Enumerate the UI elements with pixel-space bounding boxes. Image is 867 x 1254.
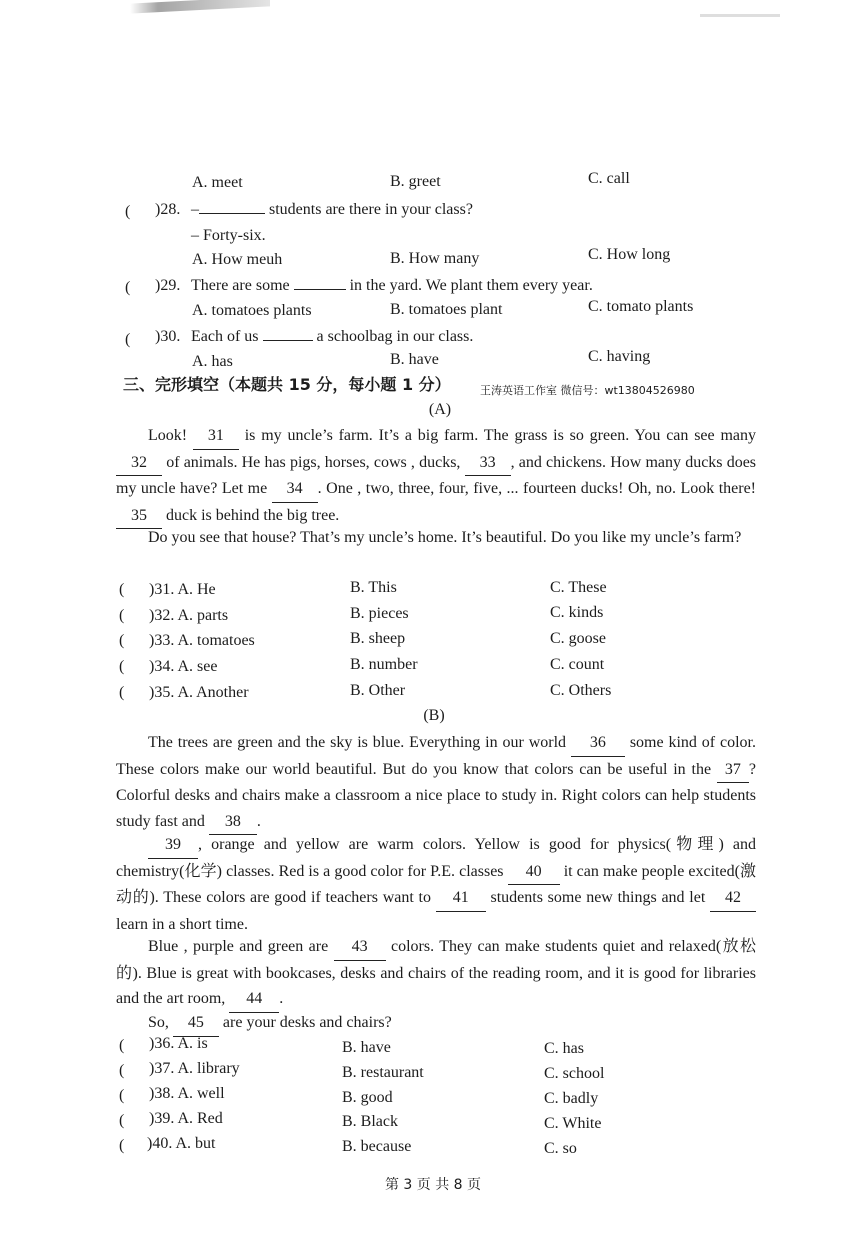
option-b: B. Other: [350, 682, 406, 699]
blank-33: 33: [465, 450, 511, 477]
question-stem: [191, 276, 593, 296]
blank-45: 45: [173, 1010, 219, 1037]
option-a: A. meet: [192, 174, 243, 191]
option-b: B. pieces: [350, 605, 409, 622]
question-stem: [191, 200, 473, 220]
stem-text: students are there in your class?: [269, 201, 473, 218]
stem-text: in the yard. We plant them every year.: [349, 277, 593, 294]
option-c: C. kinds: [550, 604, 604, 621]
option-c: C. White: [544, 1115, 602, 1132]
stem-text: –: [191, 201, 199, 218]
passage-text: some kind of color. These colors make our world beautiful. But do you know that colors can be useful in the: [116, 734, 757, 778]
option-a: )34. A. see: [149, 658, 218, 675]
passage-text: of animals. He has pigs, horses, cows , ducks,: [166, 453, 461, 471]
option-a: )38. A. well: [149, 1085, 225, 1102]
option-a: )40. A. but: [147, 1135, 216, 1152]
option-b: B. How many: [390, 250, 480, 267]
answer-paren: (: [119, 658, 125, 675]
dialog-answer: – Forty-six.: [191, 227, 266, 244]
answer-blank: [294, 289, 346, 290]
option-c: C. has: [544, 1040, 584, 1057]
answer-paren: (: [125, 331, 131, 348]
option-a: )35. A. Another: [149, 684, 249, 701]
question-stem: [191, 327, 473, 347]
passage-text: Do you see that house? That’s my uncle’s home. It’s beautiful. Do you like my uncle’s farm?: [148, 529, 742, 546]
passage-text: Blue , purple and green are: [148, 938, 329, 955]
answer-paren: (: [119, 1137, 125, 1154]
blank-40: 40: [508, 859, 560, 886]
blank-41: 41: [436, 885, 486, 912]
passage-label: (A): [428, 401, 452, 418]
option-c: C. badly: [544, 1090, 599, 1107]
answer-paren: (: [119, 1062, 125, 1079]
passage-text: , and chickens. How many ducks does my uncle have? Let me: [116, 453, 757, 497]
blank-38: 38: [209, 809, 257, 836]
option-a: )31. A. He: [149, 581, 216, 598]
answer-blank: [263, 340, 313, 341]
answer-paren: (: [125, 203, 131, 220]
option-c: C. call: [588, 170, 630, 187]
option-b: B. sheep: [350, 630, 406, 647]
scan-artifact: [130, 0, 270, 14]
section-heading: 三、完形填空（本题共 15 分，每小题 1 分）: [123, 375, 451, 394]
option-b: B. restaurant: [342, 1064, 424, 1081]
passage-a-paragraph-1: [116, 423, 756, 529]
answer-paren: (: [119, 684, 125, 701]
option-c: C. so: [544, 1140, 577, 1157]
option-a: A. How meuh: [192, 251, 283, 268]
option-b: B. have: [342, 1039, 391, 1056]
passage-text: duck is behind the big tree.: [166, 506, 340, 524]
option-b: B. greet: [390, 173, 441, 190]
blank-32: 32: [116, 450, 162, 477]
blank-35: 35: [116, 503, 162, 530]
passage-text: . One , two, three, four, five, ... fourteen ducks! Oh, no. Look there!: [317, 480, 757, 497]
passage-text: .: [279, 990, 284, 1007]
passage-text: is my uncle’s farm. It’s a big farm. The grass is so green. You can see many: [244, 427, 756, 444]
option-c: C. How long: [588, 246, 671, 263]
option-b: B. have: [390, 351, 439, 368]
passage-b-paragraph-2: [116, 832, 756, 937]
question-number: )30.: [155, 328, 181, 345]
option-b: B. tomatoes plant: [390, 301, 503, 318]
passage-b-paragraph-4: [116, 1010, 756, 1037]
answer-blank: [199, 213, 265, 214]
option-b: B. because: [342, 1138, 412, 1155]
passage-b-paragraph-3: [116, 934, 756, 1013]
question-number: )29.: [155, 277, 181, 294]
passage-text: , orange and yellow are warm colors. Yellow is good for physics(物理) and chemistry(化学) classes. Red is a good color for P.E. classes: [116, 836, 756, 880]
option-c: C. school: [544, 1065, 605, 1082]
option-a: )36. A. is: [149, 1035, 208, 1052]
option-a: )37. A. library: [149, 1060, 240, 1077]
option-c: C. count: [550, 656, 605, 673]
option-b: B. This: [350, 579, 397, 596]
stem-text: There are some: [191, 277, 290, 294]
option-c: C. goose: [550, 630, 606, 647]
passage-text: .: [256, 812, 261, 830]
blank-39: 39: [148, 832, 198, 859]
option-a: A. tomatoes plants: [192, 302, 312, 319]
option-c: C. having: [588, 348, 651, 365]
passage-text: ? Colorful desks and chairs make a classroom a nice place to study in. Right colors can help students study fast and: [116, 760, 757, 830]
option-c: C. tomato plants: [588, 298, 694, 315]
studio-watermark: 王涛英语工作室 微信号：wt13804526980: [480, 384, 695, 397]
passage-text: learn in a short time.: [116, 915, 248, 933]
scan-artifact: [700, 14, 780, 17]
answer-paren: (: [119, 607, 125, 624]
passage-b-paragraph-1: [116, 730, 756, 835]
option-a: A. has: [192, 353, 233, 370]
passage-text: colors. They can make students quiet and relaxed(放松的). Blue is great with bookcases, desks and chairs of the reading room, and it is good for libraries and the art room,: [116, 938, 757, 1007]
question-number: )28.: [155, 201, 181, 218]
option-a: )32. A. parts: [149, 607, 229, 624]
blank-31: 31: [193, 423, 239, 450]
blank-42: 42: [710, 885, 756, 912]
passage-label: (B): [423, 707, 445, 724]
stem-text: Each of us: [191, 328, 259, 345]
option-a: )39. A. Red: [149, 1110, 223, 1127]
passage-text: it can make people excited(激动的). These colors are good if teachers want to: [116, 862, 756, 906]
option-a: )33. A. tomatoes: [149, 632, 255, 649]
passage-text: The trees are green and the sky is blue. Everything in our world: [148, 734, 567, 751]
option-c: C. Others: [550, 682, 612, 699]
option-c: C. These: [550, 579, 607, 596]
stem-text: a schoolbag in our class.: [316, 328, 474, 345]
answer-paren: (: [119, 1087, 125, 1104]
blank-44: 44: [229, 986, 279, 1013]
option-b: B. Black: [342, 1113, 398, 1130]
option-b: B. good: [342, 1089, 393, 1106]
option-b: B. number: [350, 656, 418, 673]
blank-36: 36: [571, 730, 625, 757]
blank-43: 43: [334, 934, 386, 961]
answer-paren: (: [119, 1037, 125, 1054]
passage-text: So,: [148, 1014, 169, 1031]
answer-paren: (: [125, 279, 131, 296]
passage-a-paragraph-2: [116, 525, 756, 551]
answer-paren: (: [119, 581, 125, 598]
blank-37: 37: [717, 757, 749, 784]
passage-text: Look!: [148, 427, 188, 444]
passage-text: are your desks and chairs?: [222, 1014, 392, 1031]
answer-paren: (: [119, 632, 125, 649]
answer-paren: (: [119, 1112, 125, 1129]
page-number: 第 3 页 共 8 页: [384, 1177, 482, 1193]
blank-34: 34: [272, 476, 318, 503]
passage-text: students some new things and let: [490, 889, 706, 906]
